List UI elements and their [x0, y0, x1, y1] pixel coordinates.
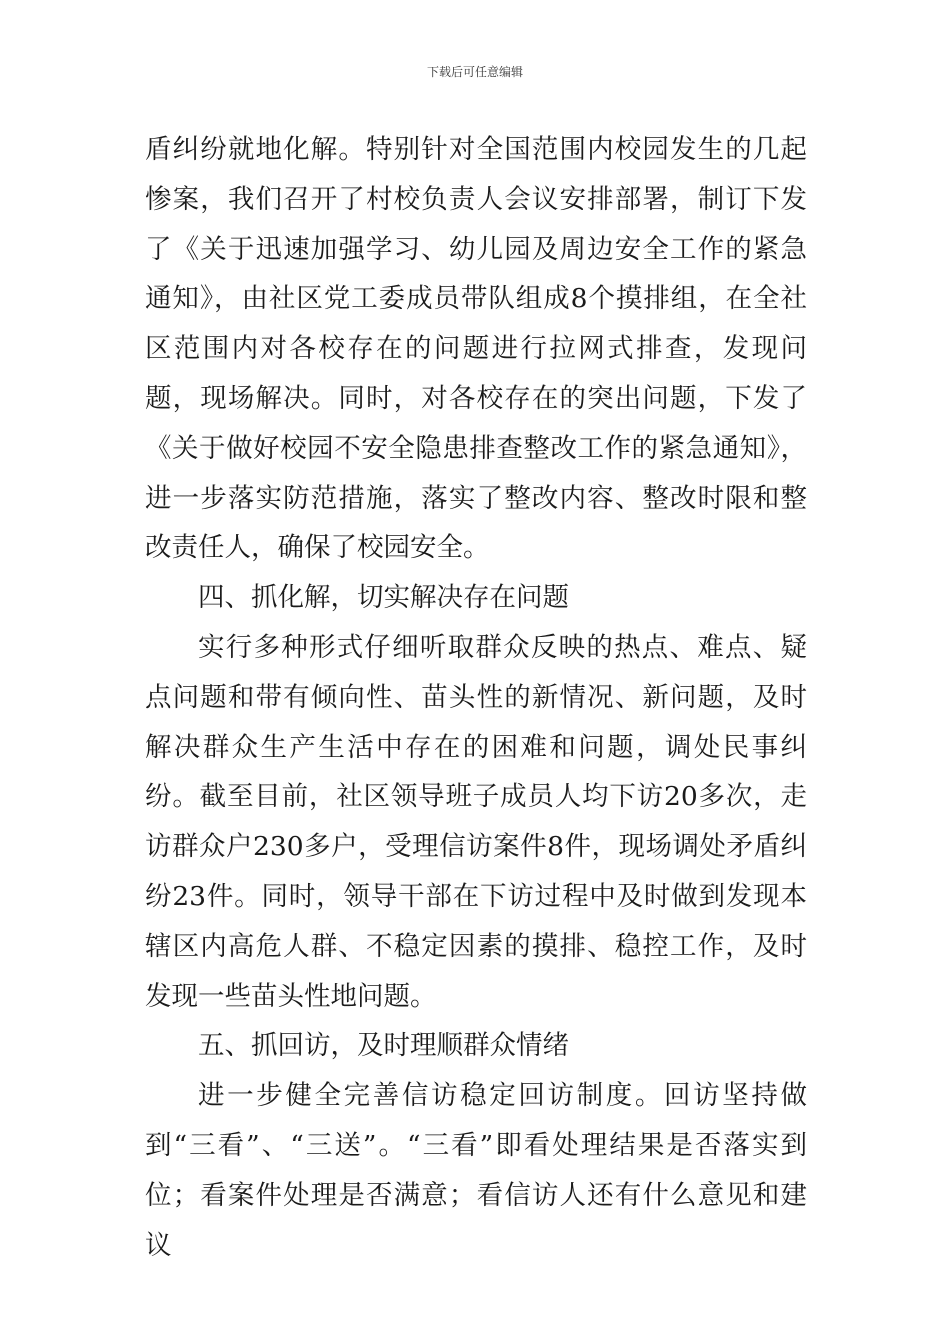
- paragraph-continuation: 盾纠纷就地化解。特别针对全国范围内校园发生的几起惨案，我们召开了村校负责人会议安排部署，制订下发了《关于迅速加强学习、幼儿园及周边安全工作的紧急通知》，由社区党工委成员带队组成8个摸排组，在全社区范围内对各校存在的问题进行拉网式排查，发现问题，现场解决。同时，对各校存在的突出问题，下发了《关于做好校园不安全隐患排查整改工作的紧急通知》，进一步落实防范措施，落实了整改内容、整改时限和整改责任人，确保了校园安全。: [145, 134, 807, 564]
- section-heading-five: 五、抓回访，及时理顺群众情绪: [198, 1030, 569, 1062]
- page-header: 下载后可任意编辑: [426, 65, 523, 79]
- section-heading-four: 四、抓化解，切实解决存在问题: [198, 582, 569, 614]
- paragraph-section-four: 实行多种形式仔细听取群众反映的热点、难点、疑点问题和带有倾向性、苗头性的新情况、新问题，及时解决群众生产生活中存在的困难和问题，调处民事纠纷。截至目前，社区领导班子成员人均下访20多次，走访群众户230多户，受理信访案件8件，现场调处矛盾纠纷23件。同时，领导干部在下访过程中及时做到发现本辖区内高危人群、不稳定因素的摸排、稳控工作，及时发现一些苗头性地问题。: [145, 631, 807, 1012]
- document-body: [145, 125, 807, 1270]
- paragraph-section-five: 进一步健全完善信访稳定回访制度。回访坚持做到“三看”、“三送”。“三看”即看处理结果是否落实到位；看案件处理是否满意；看信访人还有什么意见和建议: [145, 1080, 807, 1261]
